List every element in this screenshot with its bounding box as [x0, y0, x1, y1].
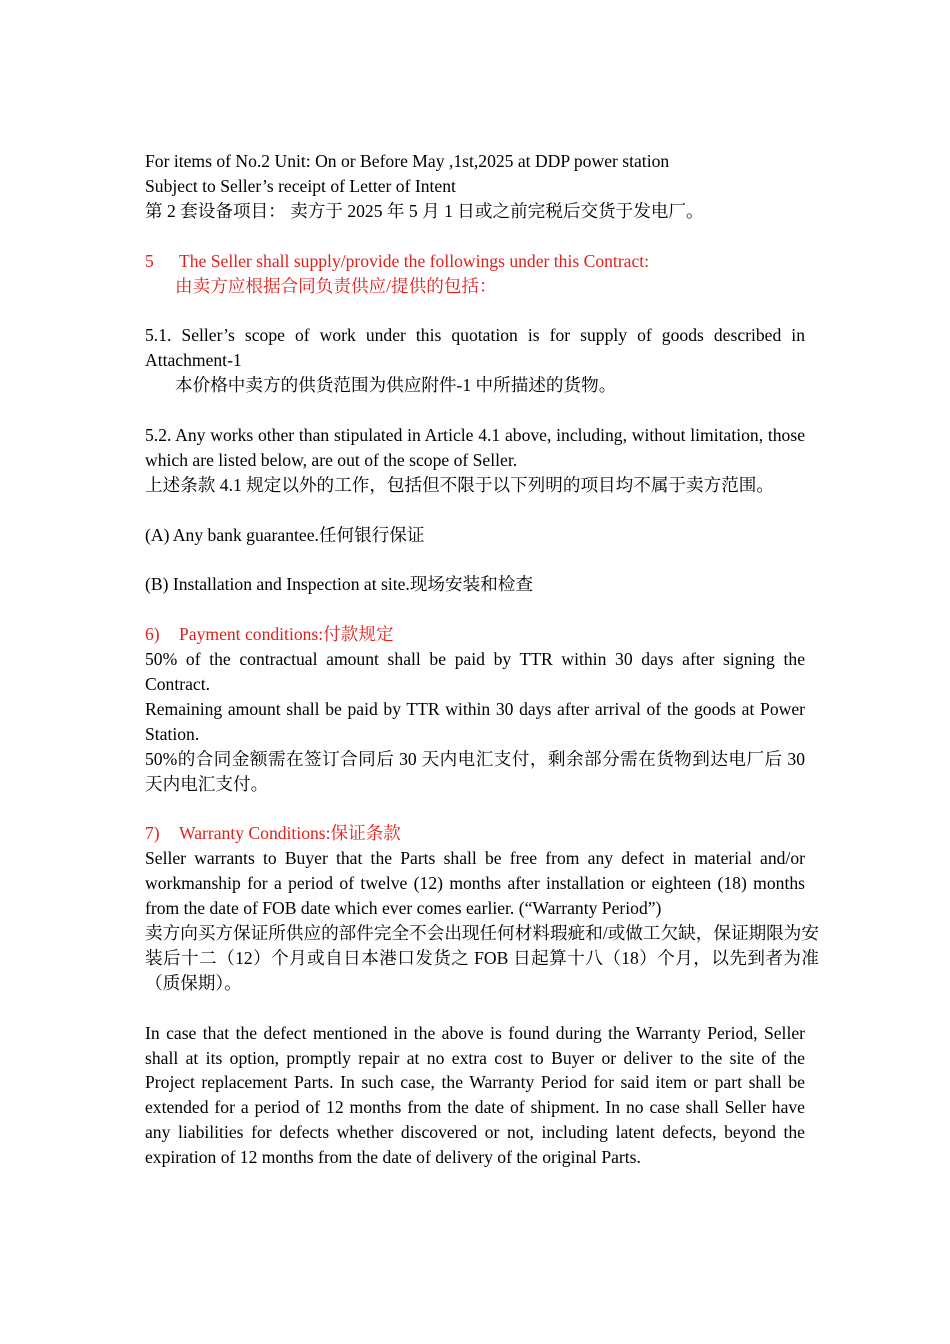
- spacer: [145, 996, 805, 1021]
- clause-5-1-zh: 本价格中卖方的供货范围为供应附件-1 中所描述的货物。: [175, 375, 617, 396]
- payment-first-installment: 50% of the contractual amount shall be paid by TTR within 30 days after signing the Contract.: [145, 649, 805, 694]
- section-5-heading-en: The Seller shall supply/provide the followings under this Contract:: [179, 250, 650, 271]
- clause-5-2-zh: 上述条款 4.1 规定以外的工作，包括但不限于以下列明的项目均不属于卖方范围。: [145, 474, 774, 495]
- spacer: [145, 547, 805, 572]
- document-page: [145, 149, 819, 1170]
- section-7-number: 7): [145, 823, 160, 844]
- section-6-number: 6): [145, 624, 160, 645]
- exclusion-item-b: (B) Installation and Inspection at site.现场安装和检查: [145, 574, 533, 595]
- section-7-heading-text: Warranty Conditions:保证条款: [179, 823, 401, 844]
- spacer: [145, 597, 805, 622]
- warranty-terms-en: Seller warrants to Buyer that the Parts shall be free from any defect in material and/or workmanship for a period of twelve (12) months after installation or eighteen (18) months from the date of FOB date which ever comes earlier. (“Warranty Period”): [145, 848, 805, 919]
- clause-5-1-en: 5.1. Seller’s scope of work under this quotation is for supply of goods described in Attachment-1: [145, 325, 805, 371]
- exclusion-item-a: (A) Any bank guarantee.任何银行保证: [145, 524, 425, 545]
- delivery-terms-en: For items of No.2 Unit: On or Before May ,1st,2025 at DDP power station: [145, 151, 670, 171]
- payment-terms-zh: 50%的合同金额需在签订合同后 30 天内电汇支付，剩余部分需在货物到达电厂后 30 天内电汇支付。: [145, 748, 805, 794]
- section-6-heading-text: Payment conditions:付款规定: [179, 624, 394, 645]
- delivery-terms-zh: 第 2 套设备项目： 卖方于 2025 年 5 月 1 日或之前完税后交货于发电厂。: [145, 200, 704, 221]
- section-5-heading-zh: 由卖方应根据合同负责供应/提供的包括：: [175, 275, 497, 296]
- payment-remaining-amount: Remaining amount shall be paid by TTR within 30 days after arrival of the goods at Power Station.: [145, 698, 805, 744]
- warranty-terms-zh: 卖方向买方保证所供应的部件完全不会出现任何材料瑕疵和/或做工欠缺，保证期限为安装后十二（12）个月或自日本港口发货之 FOB 日起算十八（18）个月，以先到者为准（质保期）。: [145, 922, 819, 993]
- defect-remedy-clause: In case that the defect mentioned in the above is found during the Warranty Period, Seller shall at its option, promptly repair at no extra cost to Buyer or deliver to the site of the Project replacement Parts. In such case, the Warranty Period for said item or part shall be extended for a period of 12 months from the date of shipment. In no case shall Seller have any liabilities for defects whether discovered or not, including latent defects, beyond the expiration of 12 months from the date of delivery of the original Parts.: [145, 1022, 805, 1168]
- section-6-heading: [145, 622, 805, 647]
- spacer: [145, 298, 805, 323]
- delivery-condition-en: Subject to Seller’s receipt of Letter of Intent: [145, 175, 456, 196]
- spacer: [145, 398, 805, 423]
- spacer: [145, 498, 805, 523]
- section-7-heading: [145, 821, 805, 846]
- clause-5-2-en: 5.2. Any works other than stipulated in Article 4.1 above, including, without limitation, those which are listed below, are out of the scope of Seller.: [145, 424, 805, 470]
- section-5-number: 5: [145, 250, 154, 271]
- spacer: [145, 224, 805, 249]
- section-5-heading: [145, 249, 805, 274]
- spacer: [145, 796, 805, 821]
